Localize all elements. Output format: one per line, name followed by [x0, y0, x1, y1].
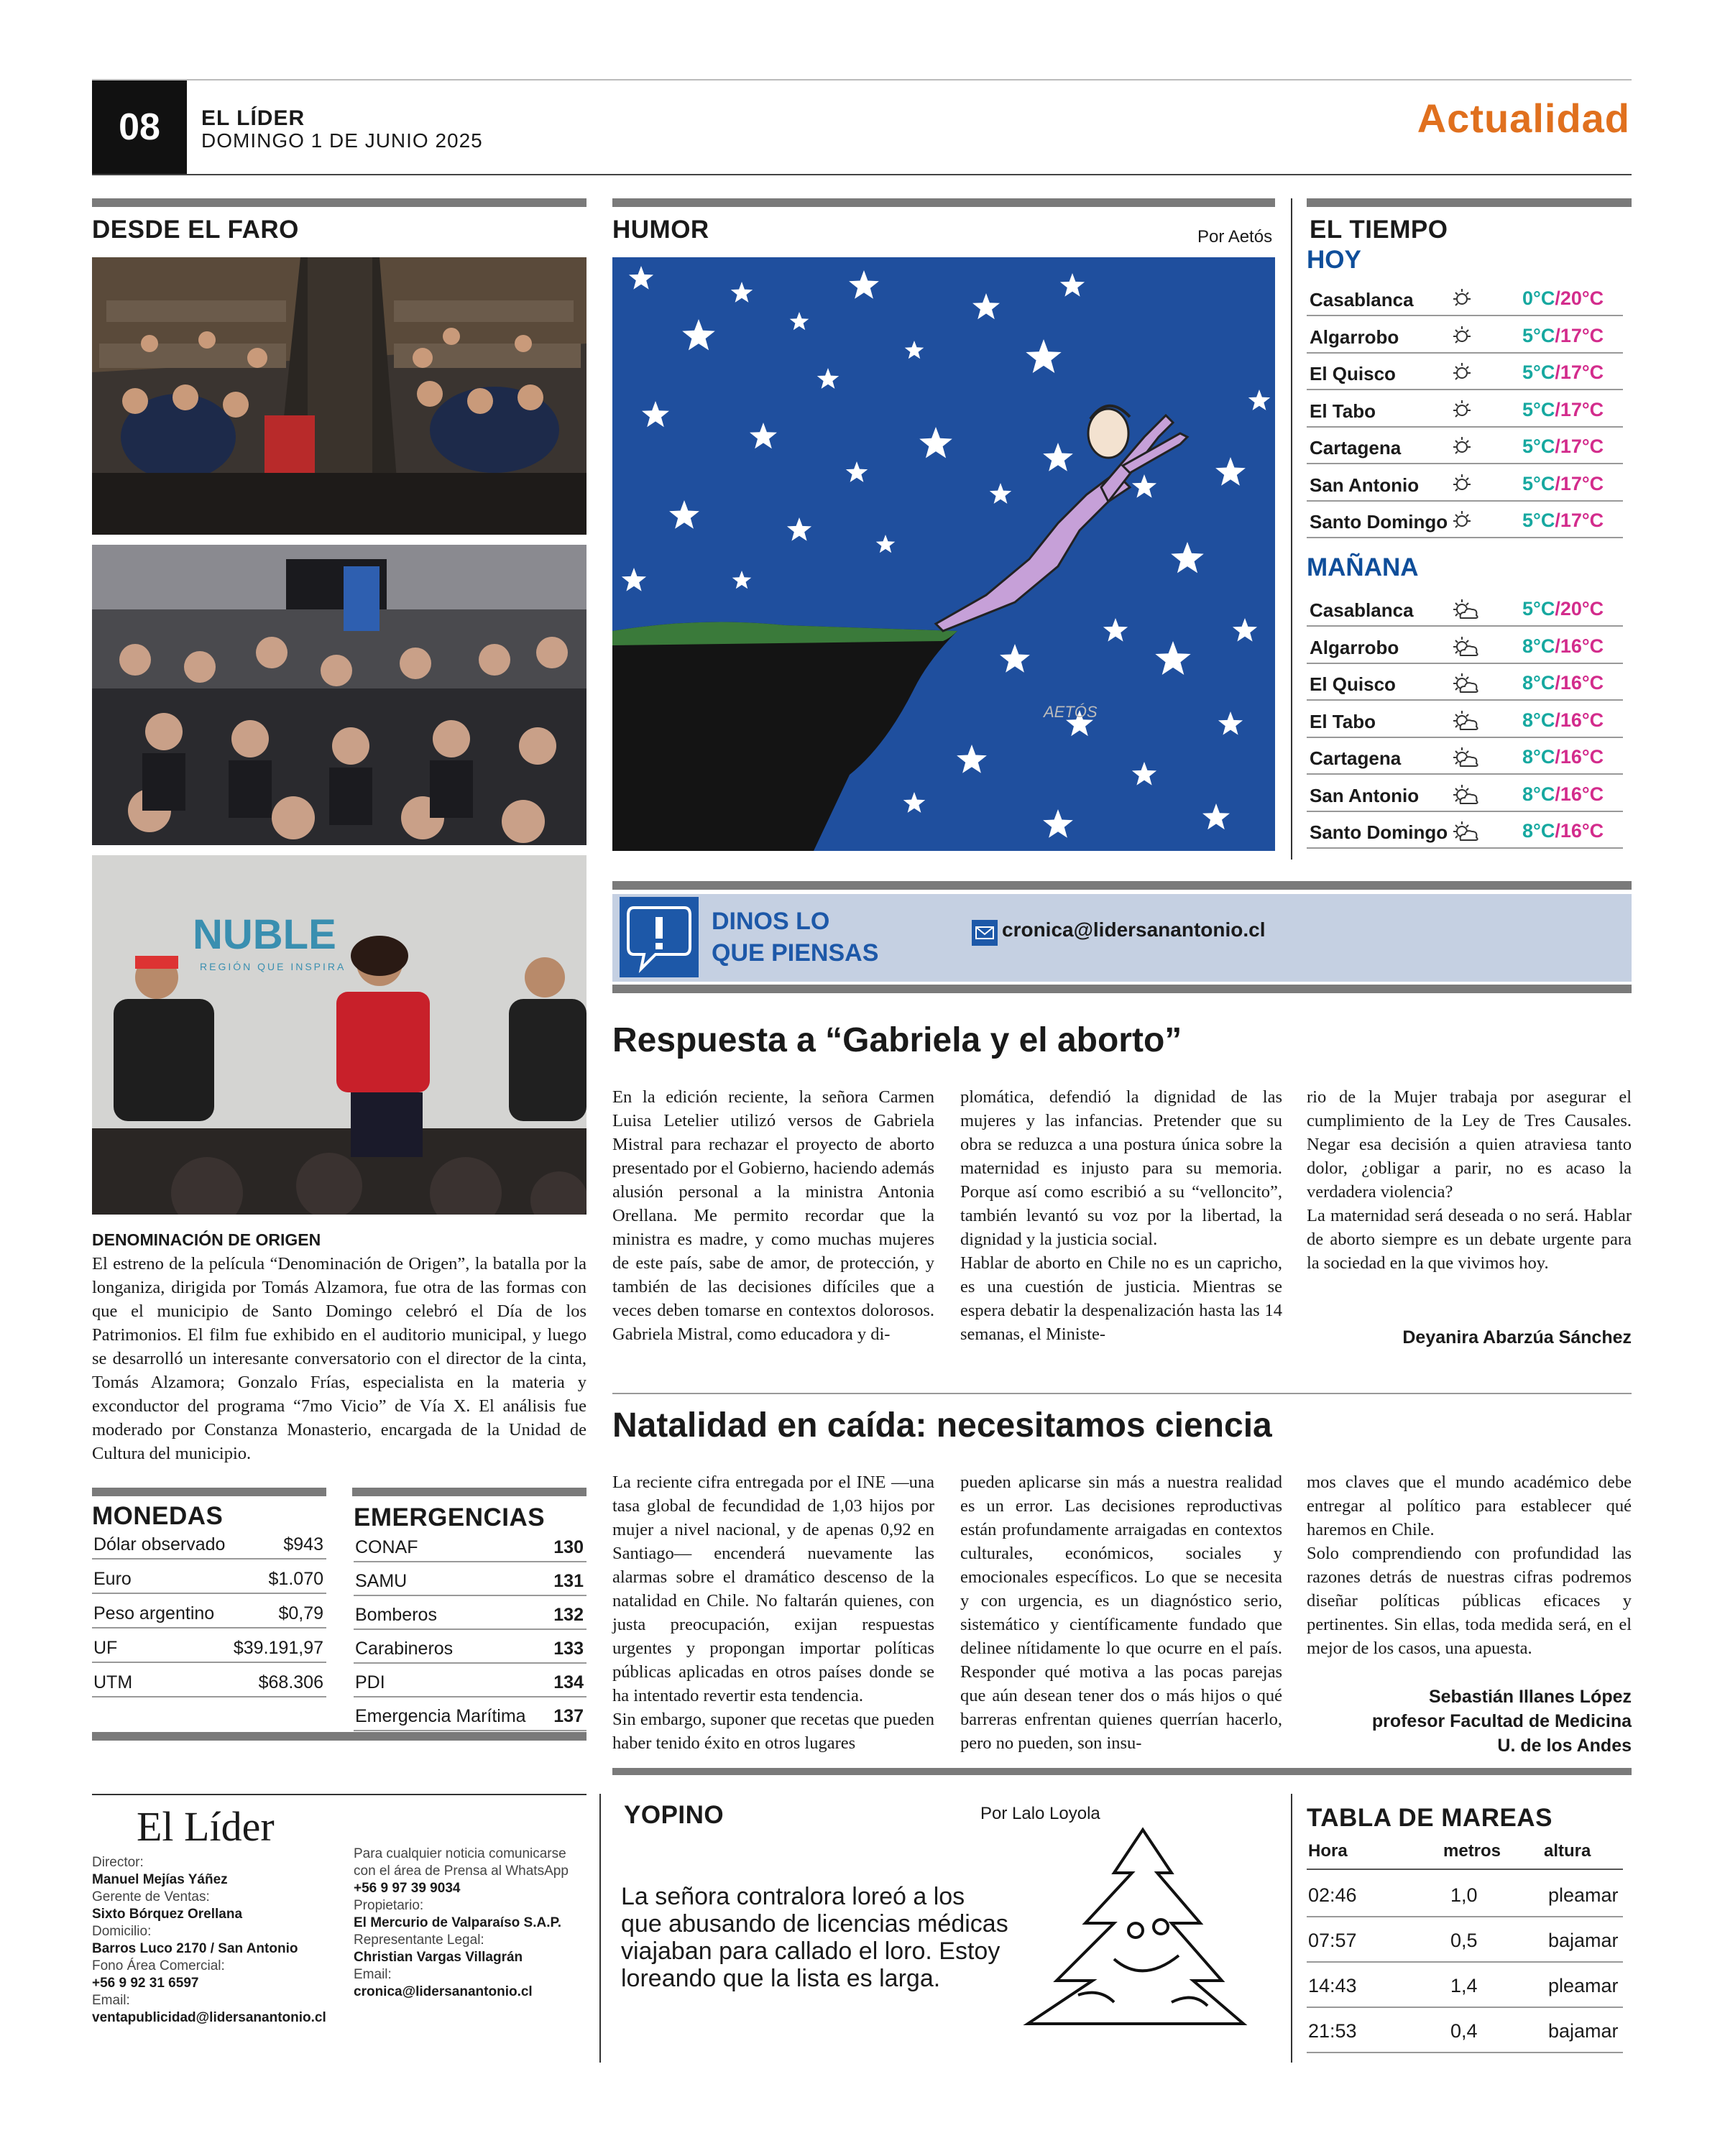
weather-row — [1307, 466, 1623, 502]
tide-hora: 14:43 — [1308, 1975, 1357, 1996]
emergencia-label: Carabineros — [355, 1639, 454, 1659]
weather-city: San Antonio — [1310, 474, 1420, 496]
fono-value: +56 9 92 31 6597 — [92, 1976, 199, 1991]
nuble-sign: NUBLE — [193, 911, 336, 958]
sun-icon — [1450, 286, 1479, 310]
tide-hora: 07:57 — [1308, 1930, 1357, 1951]
letter2-p3: pueden aplicarse sin más a nuestra realidad es un error. Las decisiones reproductivas están profundamente arraigadas en contextos culturales, económicos, sociales y emocionales específicos. Lo que se necesita y con urgencia, es un diagnóstico serio, sistemático y científicamente fundado que delinee nítidamente lo que ocurre en el país. Responder qué motiva a las pocas parejas que aún desean tener dos o más hijos o qué barreras enfrentan quienes querrían hacerlo, pero no pueden, son insu- — [960, 1473, 1282, 1753]
letter1-p2: plomática, defendió la dignidad de las mujeres y las infancias. Pretender que su obra se reduzca a una postura única sobre la maternidad es injusto para su memoria. Porque así como escribió a su “velloncito”, también levantó su voz por la libertad, la dignidad y la justicia social. — [960, 1087, 1282, 1249]
weather-row — [1307, 392, 1623, 428]
letter2-p2: Sin embargo, suponer que recetas que pueden haber tenido éxito en otros lugares — [612, 1710, 934, 1753]
emergencia-value: 131 — [553, 1571, 584, 1591]
tide-hora: 02:46 — [1308, 1884, 1357, 1906]
moneda-row — [92, 1631, 326, 1663]
partly-cloudy-icon — [1450, 596, 1479, 621]
humor-cartoon — [612, 257, 1275, 851]
emergencias-band — [352, 1488, 586, 1496]
weather-city: Santo Domingo — [1310, 511, 1448, 533]
emergencia-label: SAMU — [355, 1571, 408, 1591]
moneda-label: Dólar observado — [93, 1534, 226, 1554]
faro-caption-text: El estreno de la película “Denominación de Origen”, la batalla por la longaniza, dirigida por Tomás Alzamora, fue otra de las formas con que el municipio de Santo Domingo celebró el Día de los Patrimonios. El film fue exhibido en el auditorio municipal, y luego se desarrolló un interesante conversatorio con el director de la cinta, Tomás Alzamora; Gonzalo Frías, especialista en la materia y exconductor del programa “7mo Vicio” de Vía X. El análisis fue moderado por Constanza Monasterio, encargada de la Unidad de Cultura del municipio. — [92, 1254, 586, 1463]
weather-temps — [1522, 598, 1604, 620]
letter1-col3 — [1307, 1085, 1632, 1275]
section-band — [92, 1732, 586, 1741]
tide-metros: 1,0 — [1450, 1884, 1478, 1906]
weather-temps — [1522, 436, 1604, 458]
temp-min: 8°C — [1522, 783, 1555, 805]
humor-byline: Por Aetós — [1197, 227, 1273, 247]
email-label: Email: — [92, 1993, 130, 2008]
emergencia-row — [354, 1700, 586, 1731]
domicilio-label: Domicilio: — [92, 1924, 152, 1939]
partly-cloudy-icon — [1450, 634, 1479, 658]
tide-metros: 0,5 — [1450, 1930, 1478, 1951]
dinos-label — [712, 906, 878, 969]
weather-temps — [1522, 635, 1604, 658]
emergencia-label: Emergencia Marítima — [355, 1706, 526, 1726]
representante-value: Christian Vargas Villagrán — [354, 1950, 523, 1965]
temp-max: /17°C — [1555, 472, 1604, 494]
temp-min: 8°C — [1522, 746, 1555, 768]
moneda-label: Peso argentino — [93, 1603, 215, 1623]
emergencia-row — [354, 1565, 586, 1596]
paper-date: DOMINGO 1 DE JUNIO 2025 — [201, 129, 483, 152]
section-band — [612, 1768, 1632, 1775]
dinos-label-line2: QUE PIENSAS — [712, 939, 879, 967]
sun-icon — [1450, 323, 1479, 348]
weather-temps — [1522, 709, 1604, 732]
temp-max: /17°C — [1555, 324, 1604, 346]
panel-photo — [92, 855, 586, 1215]
weather-temps — [1522, 820, 1604, 842]
director-name: Manuel Mejías Yáñez — [92, 1872, 228, 1887]
weather-city: Algarrobo — [1310, 326, 1399, 348]
partly-cloudy-icon — [1450, 671, 1479, 695]
weather-temps — [1522, 473, 1604, 495]
emergencia-value: 130 — [553, 1537, 584, 1557]
weather-row — [1307, 776, 1623, 812]
moneda-value: $68.306 — [258, 1672, 323, 1692]
moneda-row — [92, 1666, 326, 1697]
weather-row — [1307, 813, 1623, 849]
letter1-p1: En la edición reciente, la señora Carmen Luisa Letelier utilizó versos de Gabriela Mistral para rechazar el proyecto de aborto presentado por el Gobierno, haciendo además alusión personal a la ministra Antonia Orellana. Me permito recordar que la ministra es madre, y como muchas mujeres de este país, sabe de amor, de protección, y también de las decisiones difíciles que a veces deben tomarse en contextos dolorosos. Gabriela Mistral, como educadora y di- — [612, 1087, 934, 1344]
paper-name: EL LÍDER — [201, 106, 305, 130]
weather-temps — [1522, 361, 1604, 384]
moneda-value: $1.070 — [268, 1569, 323, 1589]
weather-row — [1307, 591, 1623, 627]
letter2-signature — [1372, 1685, 1632, 1758]
emergencia-row — [354, 1632, 586, 1664]
tide-row — [1307, 2009, 1623, 2053]
temp-max: /17°C — [1555, 436, 1604, 457]
emergencia-row — [354, 1598, 586, 1630]
weather-title: EL TIEMPO — [1310, 216, 1448, 244]
temp-max: /17°C — [1555, 361, 1604, 383]
letter2-sign-name: Sebastián Illanes López — [1428, 1687, 1632, 1707]
mail-icon — [972, 920, 998, 946]
weather-city: Casablanca — [1310, 289, 1414, 310]
weather-temps — [1522, 672, 1604, 694]
noticia-label: Para cualquier noticia comunicarse con el área de Prensa al WhatsApp — [354, 1846, 569, 1879]
temp-min: 0°C — [1522, 287, 1555, 309]
letter1-col2 — [960, 1085, 1282, 1346]
moneda-label: Euro — [93, 1569, 132, 1589]
temp-max: /16°C — [1555, 783, 1604, 805]
weather-row — [1307, 702, 1623, 738]
humor-title: HUMOR — [612, 216, 709, 244]
emergencia-label: Bomberos — [355, 1605, 437, 1625]
temp-min: 8°C — [1522, 709, 1555, 731]
sun-icon — [1450, 508, 1479, 533]
letter2-p5: Solo comprendiendo con profundidad las razones detrás de nuestras cifras podremos diseñar políticas públicas eficaces y pertinentes. Sin ellas, toda medida será, en el mejor de los casos, una apuesta. — [1307, 1544, 1632, 1658]
emergencia-row — [354, 1531, 586, 1562]
emergencia-value: 137 — [553, 1706, 584, 1726]
letter2-title: Natalidad en caída: necesitamos ciencia — [612, 1406, 1272, 1445]
weather-city: Cartagena — [1310, 437, 1402, 459]
tide-row — [1307, 1963, 1623, 2008]
masthead-left — [92, 1854, 336, 2027]
speech-bubble-icon — [620, 897, 699, 977]
sun-icon — [1450, 434, 1479, 459]
mareas-header — [1307, 1841, 1623, 1870]
section-band — [612, 985, 1632, 993]
yopino-tree-drawing — [1006, 1823, 1265, 2031]
section-band — [1307, 198, 1632, 207]
weather-temps — [1522, 399, 1604, 421]
temp-min: 8°C — [1522, 672, 1555, 694]
tide-altura: bajamar — [1548, 1930, 1619, 1951]
sun-icon — [1450, 471, 1479, 496]
letter2-p4: mos claves que el mundo académico debe entregar al político para establecer qué haremos en Chile. — [1307, 1473, 1632, 1539]
weather-tomorrow-label: MAÑANA — [1307, 553, 1419, 581]
weather-row — [1307, 502, 1623, 538]
fono-label: Fono Área Comercial: — [92, 1958, 225, 1973]
yopino-byline: Por Lalo Loyola — [980, 1804, 1100, 1823]
partly-cloudy-icon — [1450, 708, 1479, 732]
mareas-title: TABLA DE MAREAS — [1307, 1804, 1552, 1832]
weather-row — [1307, 628, 1623, 664]
temp-min: 5°C — [1522, 510, 1555, 531]
gerente-name: Sixto Bórquez Orellana — [92, 1907, 243, 1922]
temp-max: /17°C — [1555, 510, 1604, 531]
weather-temps — [1522, 746, 1604, 768]
moneda-label: UTM — [93, 1672, 133, 1692]
tide-altura: bajamar — [1548, 2020, 1619, 2042]
tide-row — [1307, 1873, 1623, 1917]
masthead-logo: El Líder — [137, 1803, 275, 1850]
temp-max: /16°C — [1555, 672, 1604, 694]
director-label: Director: — [92, 1855, 144, 1870]
temp-min: 5°C — [1522, 398, 1555, 420]
temp-min: 5°C — [1522, 324, 1555, 346]
partly-cloudy-icon — [1450, 782, 1479, 806]
monedas-band — [92, 1488, 326, 1496]
email-value: ventapublicidad@lidersanantonio.cl — [92, 2010, 326, 2025]
emergencia-row — [354, 1666, 586, 1697]
letter1-p4: rio de la Mujer trabaja por asegurar el cumplimiento de la Ley de Tres Causales. Negar esa decisión a quien atraviesa tanto dolor, ¿obligar a parir, no es acaso la verdadera violencia? — [1307, 1087, 1632, 1202]
gerente-label: Gerente de Ventas: — [92, 1889, 210, 1904]
temp-max: /20°C — [1555, 598, 1604, 619]
weather-city: Algarrobo — [1310, 636, 1399, 658]
moneda-value: $39.191,97 — [233, 1638, 323, 1658]
whatsapp-value: +56 9 97 39 9034 — [354, 1881, 461, 1896]
emergencias-title: EMERGENCIAS — [354, 1503, 546, 1531]
weather-temps — [1522, 287, 1604, 310]
letter2-col1 — [612, 1470, 934, 1755]
tide-row — [1307, 1918, 1623, 1963]
weather-temps — [1522, 325, 1604, 347]
letter1-col1 — [612, 1085, 934, 1346]
letter1-p3: Hablar de aborto en Chile no es un capricho, es una cuestión de justicia. Mientras se espera debatir la despenalización hasta las 14 semanas, el Ministe- — [960, 1253, 1282, 1344]
weather-city: El Tabo — [1310, 400, 1376, 422]
letter2-sign-role: profesor Facultad de Medicina — [1371, 1711, 1632, 1731]
section-band — [612, 198, 1275, 207]
tide-hora: 21:53 — [1308, 2020, 1357, 2042]
weather-row — [1307, 739, 1623, 775]
letter2-sign-org: U. de los Andes — [1497, 1736, 1632, 1756]
temp-max: /16°C — [1555, 635, 1604, 657]
tide-altura: pleamar — [1548, 1975, 1619, 1996]
masthead-right — [354, 1846, 591, 2001]
section-title: Actualidad — [1417, 96, 1630, 141]
dinos-icon-box — [620, 897, 699, 977]
weather-row — [1307, 428, 1623, 464]
mareas-h-altura: altura — [1544, 1841, 1591, 1861]
yopino-text: La señora contralora loreó a los que abusando de licencias médicas viajaban para callado el loro. Estoy loreando que la lista es larga. — [621, 1883, 1008, 1992]
tide-metros: 1,4 — [1450, 1975, 1478, 1996]
moneda-value: $943 — [283, 1534, 323, 1554]
partly-cloudy-icon — [1450, 745, 1479, 769]
temp-max: /16°C — [1555, 820, 1604, 842]
partly-cloudy-icon — [1450, 819, 1479, 843]
temp-min: 5°C — [1522, 472, 1555, 494]
emergencia-value: 132 — [553, 1605, 584, 1625]
section-band — [92, 198, 586, 207]
audience-photo-2 — [92, 545, 586, 845]
moneda-row — [92, 1597, 326, 1628]
emergencia-label: PDI — [355, 1672, 385, 1692]
weather-row — [1307, 318, 1623, 354]
letter2-col3 — [1307, 1470, 1632, 1660]
propietario-label: Propietario: — [354, 1898, 424, 1913]
letter1-signature: Deyanira Abarzúa Sánchez — [1402, 1327, 1632, 1348]
letter1-p5: La maternidad será deseada o no será. Hablar de aborto siempre es un debate urgente para la sociedad en la que vivimos hoy. — [1307, 1206, 1632, 1273]
faro-title: DESDE EL FARO — [92, 216, 299, 244]
yopino-title: YOPINO — [624, 1801, 724, 1829]
weather-city: Casablanca — [1310, 599, 1414, 621]
nuble-sign-sub: REGIÓN QUE INSPIRA — [200, 961, 346, 972]
emergencia-value: 133 — [553, 1639, 584, 1659]
temp-max: /17°C — [1555, 398, 1604, 420]
sun-icon — [1450, 397, 1479, 422]
monedas-title: MONEDAS — [92, 1502, 224, 1530]
weather-city: Santo Domingo — [1310, 821, 1448, 843]
temp-min: 8°C — [1522, 820, 1555, 842]
temp-max: /16°C — [1555, 746, 1604, 768]
section-band — [612, 881, 1632, 890]
temp-min: 5°C — [1522, 436, 1555, 457]
domicilio-value: Barros Luco 2170 / San Antonio — [92, 1941, 298, 1956]
tide-altura: pleamar — [1548, 1884, 1619, 1906]
propietario-value: El Mercurio de Valparaíso S.A.P. — [354, 1915, 561, 1930]
temp-min: 5°C — [1522, 598, 1555, 619]
weather-city: El Tabo — [1310, 710, 1376, 732]
dinos-email[interactable]: cronica@lidersanantonio.cl — [1002, 918, 1266, 941]
weather-today-label: HOY — [1307, 246, 1361, 274]
weather-row — [1307, 665, 1623, 701]
emergencia-value: 134 — [553, 1672, 584, 1692]
weather-city: El Quisco — [1310, 363, 1396, 384]
weather-temps — [1522, 783, 1604, 806]
weather-city: Cartagena — [1310, 747, 1402, 769]
temp-max: /20°C — [1555, 287, 1604, 309]
audience-photo-1 — [92, 257, 586, 535]
emergencia-label: CONAF — [355, 1537, 418, 1557]
weather-city: San Antonio — [1310, 784, 1420, 806]
sun-icon — [1450, 360, 1479, 384]
dinos-label-line1: DINOS LO — [712, 908, 830, 935]
email2-value: cronica@lidersanantonio.cl — [354, 1984, 533, 1999]
temp-min: 5°C — [1522, 361, 1555, 383]
weather-row — [1307, 280, 1623, 316]
moneda-row — [92, 1562, 326, 1594]
temp-min: 8°C — [1522, 635, 1555, 657]
letter1-title: Respuesta a “Gabriela y el aborto” — [612, 1021, 1182, 1059]
weather-temps — [1522, 510, 1604, 532]
mareas-h-metros: metros — [1443, 1841, 1501, 1861]
moneda-row — [92, 1528, 326, 1560]
weather-city: El Quisco — [1310, 673, 1396, 695]
page-number: 08 — [92, 80, 187, 174]
weather-row — [1307, 354, 1623, 390]
letter2-col2 — [960, 1470, 1282, 1755]
temp-max: /16°C — [1555, 709, 1604, 731]
moneda-label: UF — [93, 1638, 118, 1658]
letter2-p1: La reciente cifra entregada por el INE —una tasa global de fecundidad de 1,03 hijos por mujer a nivel nacional, y de apenas 0,92 en Santiago— encenderá nuevamente las alarmas sobre el dramático descenso de la natalidad en Chile. No faltarán quienes, con justa preocupación, exijan respuestas urgentes y propongan importar políticas públicas aplicadas en otros países donde se ha intentado revertir esta tendencia. — [612, 1473, 934, 1705]
cartoon-signature: AETÓS — [1044, 703, 1098, 721]
moneda-value: $0,79 — [278, 1603, 323, 1623]
email2-label: Email: — [354, 1967, 392, 1982]
representante-label: Representante Legal: — [354, 1932, 484, 1948]
tide-metros: 0,4 — [1450, 2020, 1478, 2042]
faro-caption-title: DENOMINACIÓN DE ORIGEN — [92, 1230, 321, 1249]
mareas-h-hora: Hora — [1308, 1841, 1348, 1861]
